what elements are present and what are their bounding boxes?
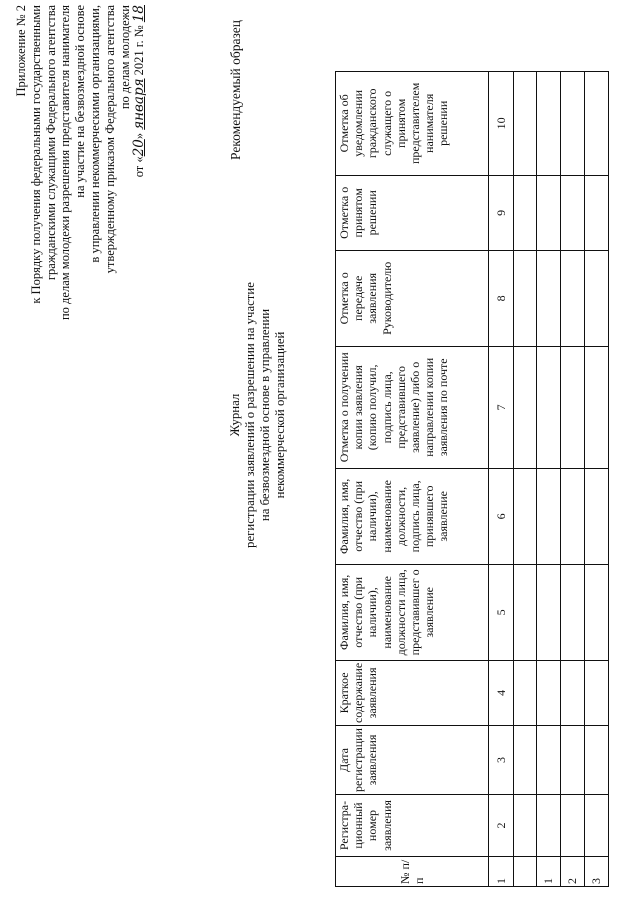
order-prefix: от « [132, 156, 147, 178]
table-cell [537, 468, 561, 564]
appendix-line: Приложение № 2 [14, 5, 28, 97]
table-cell [561, 250, 585, 346]
table-cell [561, 71, 585, 175]
recommended-sample-label: Рекомендуемый образец [228, 20, 243, 161]
table-cell [514, 71, 537, 175]
journal-subtitle-line: некоммерческой организацией [273, 331, 287, 499]
table-cell [514, 175, 537, 250]
column-number-cell: 5 [489, 564, 514, 660]
header-cell: Дата регистрации заявления [336, 726, 489, 795]
table-cell [537, 250, 561, 346]
table-cell [561, 795, 585, 857]
table-header-row [336, 71, 489, 886]
table-cell [514, 660, 537, 725]
table-cell [585, 660, 609, 725]
column-number-cell: 8 [489, 250, 514, 346]
header-cell: Отметка об уведомлении гражданского служащего о принятом представителем нанимателя решении [336, 71, 489, 175]
table-cell [514, 346, 537, 468]
column-number-row [489, 71, 514, 886]
appendix-line: гражданскими служащими Федерального агентства [43, 5, 58, 281]
column-number-cell: 6 [489, 468, 514, 564]
table-row [514, 71, 537, 886]
journal-subtitle-line: регистрации заявлений о разрешении на участие [243, 282, 257, 548]
row-number-cell: 3 [585, 857, 609, 887]
row-number-cell: 1 [537, 857, 561, 887]
table-row [561, 71, 585, 886]
order-day-handwritten: 20 [131, 139, 148, 157]
header-cell: Отметка о передаче заявления Руководителю [336, 250, 489, 346]
table-cell [585, 71, 609, 175]
header-cell: Отметка о получении копии заявления (копию получил, подпись лица, представившего заявление) либо о направлении копии заявления по почте [336, 346, 489, 468]
order-date-line [132, 5, 147, 405]
column-number-cell: 9 [489, 175, 514, 250]
order-number-handwritten: 18 [131, 5, 148, 23]
table-cell [514, 250, 537, 346]
table-cell [514, 564, 537, 660]
header-cell: Отметка о принятом решении [336, 175, 489, 250]
order-month-handwritten: января [131, 78, 148, 130]
header-cell: Фамилия, имя, отчество (при наличии), наименование должности лица, представившег о заявление [336, 564, 489, 660]
table-cell [537, 660, 561, 725]
table-cell [585, 564, 609, 660]
appendix-line: по делам молодежи [117, 5, 132, 110]
table-cell [585, 468, 609, 564]
table-cell [537, 71, 561, 175]
table-cell [537, 795, 561, 857]
header-cell: Фамилия, имя, отчество (при наличии), наименование должности, подпись лица, принявшего заявление [336, 468, 489, 564]
table-cell [561, 726, 585, 795]
appendix-line: в управлении некоммерческими организациями, [87, 5, 102, 263]
column-number-cell: 4 [489, 660, 514, 725]
table-cell [537, 346, 561, 468]
column-number-cell: 3 [489, 726, 514, 795]
appendix-block [14, 5, 147, 405]
registration-table [335, 71, 609, 887]
table-cell [585, 795, 609, 857]
header-cell: Краткое содержание заявления [336, 660, 489, 725]
table-cell [514, 726, 537, 795]
table-cell [585, 250, 609, 346]
table-cell [561, 346, 585, 468]
table-cell [561, 175, 585, 250]
appendix-line: утвержденному приказом Федерального агентства [102, 5, 117, 274]
column-number-cell: 2 [489, 795, 514, 857]
table-cell [585, 175, 609, 250]
journal-heading [228, 235, 288, 595]
table-cell [561, 468, 585, 564]
order-year: 2021 г. № [132, 25, 147, 76]
column-number-cell: 10 [489, 71, 514, 175]
header-cell: Регистра-ционный номер заявления [336, 795, 489, 857]
table-cell [537, 564, 561, 660]
journal-title: Журнал [228, 393, 242, 437]
table-cell [537, 726, 561, 795]
order-quote: » [132, 132, 147, 140]
column-number-cell: 1 [489, 857, 514, 887]
table-cell [585, 726, 609, 795]
column-number-cell: 7 [489, 346, 514, 468]
table-row [537, 71, 561, 886]
table-row [585, 71, 609, 886]
table-cell [585, 346, 609, 468]
table-cell [514, 857, 537, 887]
table-cell [561, 564, 585, 660]
appendix-line: по делам молодежи разрешения представителя нанимателя [58, 5, 73, 321]
appendix-line: к Порядку получения федеральными государственными [28, 5, 43, 304]
journal-subtitle-line: на безвозмездной основе в управлении [258, 308, 272, 522]
table-cell [514, 795, 537, 857]
row-number-cell: 2 [561, 857, 585, 887]
header-cell: № п/п [336, 857, 489, 887]
table-cell [561, 660, 585, 725]
table-cell [537, 175, 561, 250]
appendix-line: на участие на безвозмездной основе [73, 5, 88, 198]
table-cell [514, 468, 537, 564]
